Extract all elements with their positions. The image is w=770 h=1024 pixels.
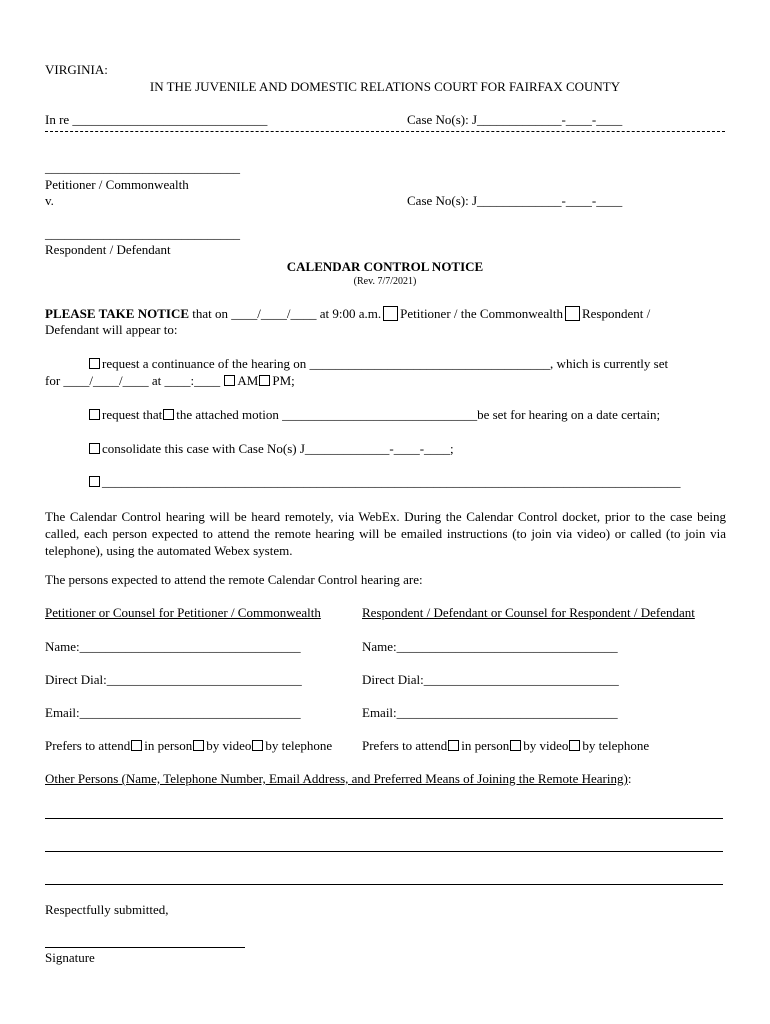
petitioner-phone-checkbox[interactable] — [252, 740, 263, 751]
form-title-text: CALENDAR CONTROL NOTICE — [286, 259, 484, 274]
attached-motion-checkbox[interactable] — [163, 409, 174, 420]
respectfully-submitted: Respectfully submitted, — [45, 902, 169, 917]
webex-paragraph: The Calendar Control hearing will be heard remotely, via WebEx. During the Calendar Control docket, prior to the case being called, each person expected to attend the remote hearing will be emailed instructions (to join via video) or called (to join via telephone), using the automated Webex system. — [45, 509, 726, 558]
revision-text: (Rev. 7/7/2021) — [353, 276, 417, 287]
separator-line — [45, 131, 725, 132]
persons-intro: The persons expected to attend the remote Calendar Control hearing are: — [45, 572, 423, 587]
petitioner-video-label: by video — [206, 738, 252, 753]
other-persons-line-3[interactable] — [45, 884, 723, 885]
motion-option — [88, 407, 660, 423]
respondent-video-checkbox[interactable] — [510, 740, 521, 751]
other-option-field[interactable]: _________________________________________________________________________________________ — [102, 474, 681, 489]
signature-line[interactable] — [45, 947, 245, 948]
petitioner-phone-label: by telephone — [265, 738, 333, 753]
respondent-option-label: Respondent / — [581, 306, 651, 321]
continuance-checkbox[interactable] — [89, 358, 100, 369]
consolidate-checkbox[interactable] — [89, 443, 100, 454]
respondent-in-person-label: in person — [461, 738, 510, 753]
notice-lead: PLEASE TAKE NOTICE — [45, 306, 190, 321]
respondent-phone-label: by telephone — [582, 738, 650, 753]
respondent-email-input[interactable]: Email:__________________________________ — [362, 705, 618, 720]
petitioner-prefers-label: Prefers to attend — [45, 738, 131, 753]
other-persons-heading-text: Other Persons (Name, Telephone Number, Email Address, and Preferred Means of Joining the Remote Hearing) — [45, 771, 628, 786]
respondent-in-person-checkbox[interactable] — [448, 740, 459, 751]
request-that-label: request that — [102, 407, 163, 422]
petitioner-email-input[interactable]: Email:__________________________________ — [45, 705, 301, 720]
court-name — [45, 79, 725, 95]
case-number-field-1[interactable]: Case No(s): J_____________-____-____ — [407, 112, 623, 127]
consolidate-text[interactable]: consolidate this case with Case No(s) J_____________-____-____; — [102, 441, 454, 456]
notice-line-1 — [45, 306, 726, 322]
continuance-option — [88, 356, 668, 372]
consolidate-option — [88, 441, 454, 457]
am-checkbox[interactable] — [224, 375, 235, 386]
notice-date-field[interactable]: that on ____/____/____ at 9:00 a.m. — [192, 306, 382, 321]
revision-label — [45, 274, 725, 290]
versus-label: v. — [45, 193, 54, 208]
request-that-checkbox[interactable] — [89, 409, 100, 420]
respondent-column-heading: Respondent / Defendant or Counsel for Respondent / Defendant — [362, 605, 695, 620]
pm-checkbox[interactable] — [259, 375, 270, 386]
am-label: AM — [237, 373, 259, 388]
petitioner-preference — [45, 738, 332, 754]
petitioner-video-checkbox[interactable] — [193, 740, 204, 751]
continuance-time-field[interactable]: for ____/____/____ at ____:____ — [45, 373, 221, 388]
in-re-field[interactable]: In re ______________________________ — [45, 112, 268, 127]
petitioner-column-heading: Petitioner or Counsel for Petitioner / Commonwealth — [45, 605, 321, 620]
respondent-video-label: by video — [523, 738, 569, 753]
petitioner-in-person-label: in person — [144, 738, 193, 753]
other-persons-heading — [45, 771, 631, 787]
petitioner-in-person-checkbox[interactable] — [131, 740, 142, 751]
signature-label: Signature — [45, 950, 95, 965]
court-name-text: IN THE JUVENILE AND DOMESTIC RELATIONS COURT FOR FAIRFAX COUNTY — [149, 79, 621, 94]
petitioner-option-label: Petitioner / the Commonwealth — [400, 306, 563, 321]
respondent-preference — [362, 738, 649, 754]
petitioner-name-field[interactable]: ______________________________ — [45, 160, 240, 175]
state-label: VIRGINIA: — [45, 62, 108, 77]
case-number-field-2[interactable]: Case No(s): J_____________-____-____ — [407, 193, 623, 208]
other-persons-line-1[interactable] — [45, 818, 723, 819]
continuance-text[interactable]: request a continuance of the hearing on _____________________________________, which is currently set — [102, 356, 669, 371]
other-option — [88, 474, 681, 490]
respondent-name-field[interactable]: ______________________________ — [45, 226, 240, 241]
respondent-prefers-label: Prefers to attend — [362, 738, 448, 753]
pm-label: PM; — [272, 373, 295, 388]
continuance-option-line-2 — [45, 373, 295, 389]
respondent-name-input[interactable]: Name:__________________________________ — [362, 639, 618, 654]
respondent-dial-input[interactable]: Direct Dial:______________________________ — [362, 672, 619, 687]
petitioner-dial-input[interactable]: Direct Dial:______________________________ — [45, 672, 302, 687]
attached-motion-text[interactable]: the attached motion ______________________________be set for hearing on a date certain; — [176, 407, 661, 422]
form-title — [45, 259, 725, 275]
notice-line-2: Defendant will appear to: — [45, 322, 178, 337]
petitioner-label: Petitioner / Commonwealth — [45, 177, 189, 192]
other-checkbox[interactable] — [89, 476, 100, 487]
respondent-label: Respondent / Defendant — [45, 242, 171, 257]
other-persons-colon: : — [627, 771, 632, 786]
petitioner-name-input[interactable]: Name:__________________________________ — [45, 639, 301, 654]
other-persons-line-2[interactable] — [45, 851, 723, 852]
respondent-phone-checkbox[interactable] — [569, 740, 580, 751]
petitioner-checkbox[interactable] — [383, 306, 398, 321]
respondent-checkbox[interactable] — [565, 306, 580, 321]
